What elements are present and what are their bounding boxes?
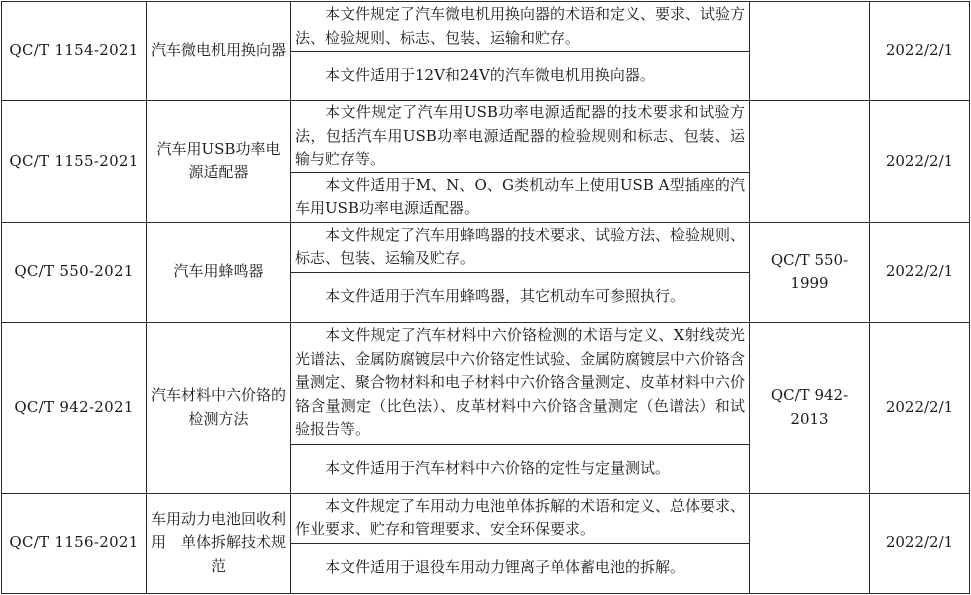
standard-code: QC/T 1156-2021 xyxy=(2,493,147,593)
standard-name: 汽车用蜂鸣器 xyxy=(147,222,291,322)
standard-scope: 本文件规定了汽车用USB功率电源适配器的技术要求和试验方法，包括汽车用USB功率电源适配器的检验规则和标志、包装、运输与贮存等。 xyxy=(291,101,750,173)
effective-date: 2022/2/1 xyxy=(870,2,970,101)
standard-scope: 本文件规定了汽车微电机用换向器的术语和定义、要求、试验方法、检验规则、标志、包装、运输和贮存。 xyxy=(291,2,750,52)
replaced-standard xyxy=(750,493,870,593)
replaced-standard xyxy=(750,101,870,223)
effective-date: 2022/2/1 xyxy=(870,222,970,322)
standards-table xyxy=(1,1,970,594)
table-row xyxy=(2,2,970,52)
standard-applicability: 本文件适用于汽车材料中六价铬的定性与定量测试。 xyxy=(291,444,750,493)
effective-date: 2022/2/1 xyxy=(870,101,970,223)
standard-scope: 本文件规定了车用动力电池单体拆解的术语和定义、总体要求、作业要求、贮存和管理要求、安全环保要求。 xyxy=(291,493,750,543)
standard-scope: 本文件规定了汽车用蜂鸣器的技术要求、试验方法、检验规则、标志、包装、运输及贮存。 xyxy=(291,222,750,272)
standard-name: 车用动力电池回收利用 单体拆解技术规范 xyxy=(147,493,291,593)
standard-code: QC/T 942-2021 xyxy=(2,322,147,493)
standard-name: 汽车材料中六价铬的检测方法 xyxy=(147,322,291,493)
standard-code: QC/T 1154-2021 xyxy=(2,2,147,101)
standard-applicability: 本文件适用于退役车用动力锂离子单体蓄电池的拆解。 xyxy=(291,543,750,593)
effective-date: 2022/2/1 xyxy=(870,493,970,593)
standard-code: QC/T 1155-2021 xyxy=(2,101,147,223)
standard-applicability: 本文件适用于12V和24V的汽车微电机用换向器。 xyxy=(291,52,750,101)
table-row xyxy=(2,101,970,173)
replaced-standard xyxy=(750,2,870,101)
replaced-standard: QC/T 942-2013 xyxy=(750,322,870,493)
standard-name: 汽车用USB功率电源适配器 xyxy=(147,101,291,223)
replaced-standard: QC/T 550-1999 xyxy=(750,222,870,322)
standard-applicability: 本文件适用于汽车用蜂鸣器，其它机动车可参照执行。 xyxy=(291,272,750,322)
table-row xyxy=(2,222,970,272)
standard-name: 汽车微电机用换向器 xyxy=(147,2,291,101)
effective-date: 2022/2/1 xyxy=(870,322,970,493)
table-row xyxy=(2,322,970,444)
standard-applicability: 本文件适用于M、N、O、G类机动车上使用USB A型插座的汽车用USB功率电源适配器。 xyxy=(291,172,750,222)
table-row xyxy=(2,493,970,543)
standard-scope: 本文件规定了汽车材料中六价铬检测的术语与定义、X射线荧光光谱法、金属防腐镀层中六价铬定性试验、金属防腐镀层中六价铬含量测定、聚合物材料和电子材料中六价铬含量测定、皮革材料中六价铬含量测定（比色法）、皮革材料中六价铬含量测定（色谱法）和试验报告等。 xyxy=(291,322,750,444)
standard-code: QC/T 550-2021 xyxy=(2,222,147,322)
